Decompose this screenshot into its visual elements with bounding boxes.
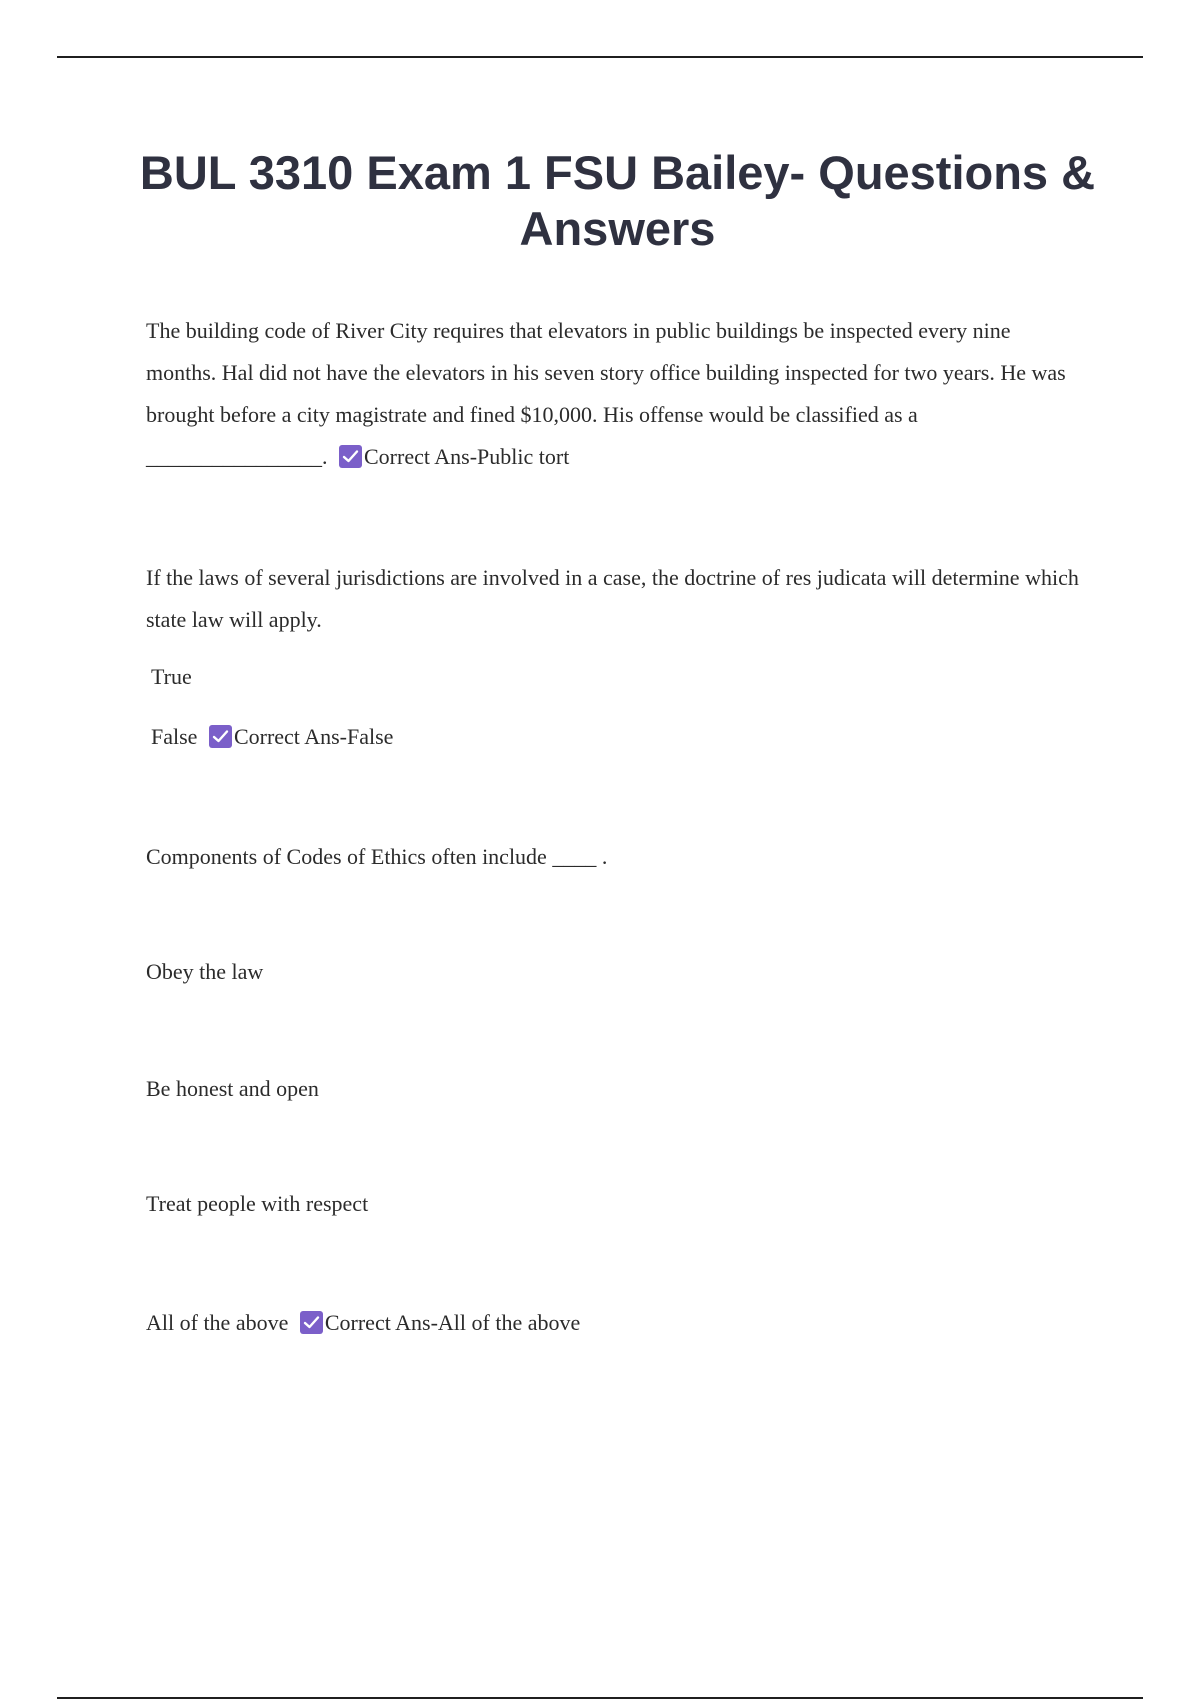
option-label: True bbox=[151, 664, 192, 689]
option-label: All of the above bbox=[146, 1310, 289, 1335]
question-2 bbox=[146, 557, 1086, 641]
question-2-text: If the laws of several jurisdictions are involved in a case, the doctrine of res judicata will determine which state law will apply. bbox=[146, 565, 1079, 632]
checkbox-checked-icon bbox=[209, 725, 232, 748]
top-rule bbox=[57, 56, 1143, 58]
option-label: Treat people with respect bbox=[146, 1191, 369, 1216]
checkbox-checked-icon bbox=[339, 445, 362, 468]
option-label: False bbox=[151, 724, 198, 749]
question-1-text: The building code of River City requires that elevators in public buildings be inspected every nine months. Hal did not have the elevators in his seven story office building inspected for two years. He was brought before a city magistrate and fined $10,000. His offense would be classified as a ________________. bbox=[146, 318, 1066, 469]
question-1-answer: Correct Ans-Public tort bbox=[364, 444, 570, 469]
option-label: Obey the law bbox=[146, 959, 264, 984]
option-label: Be honest and open bbox=[146, 1076, 319, 1101]
question-1 bbox=[146, 310, 1086, 478]
document-title: BUL 3310 Exam 1 FSU Bailey- Questions & Answers bbox=[139, 146, 1096, 255]
question-3 bbox=[146, 842, 607, 872]
question-3-answer: Correct Ans-All of the above bbox=[324, 1310, 581, 1335]
question-3-option-obey bbox=[146, 957, 263, 987]
checkbox-checked-icon bbox=[300, 1311, 323, 1334]
question-3-option-honest bbox=[146, 1074, 319, 1104]
question-3-text: Components of Codes of Ethics often include ____ . bbox=[146, 844, 608, 869]
question-3-option-respect bbox=[146, 1189, 368, 1219]
question-3-option-all bbox=[146, 1308, 580, 1338]
bottom-rule bbox=[57, 1697, 1143, 1699]
question-2-answer: Correct Ans-False bbox=[233, 724, 394, 749]
question-2-option-true bbox=[151, 662, 192, 692]
question-2-option-false bbox=[151, 722, 393, 752]
